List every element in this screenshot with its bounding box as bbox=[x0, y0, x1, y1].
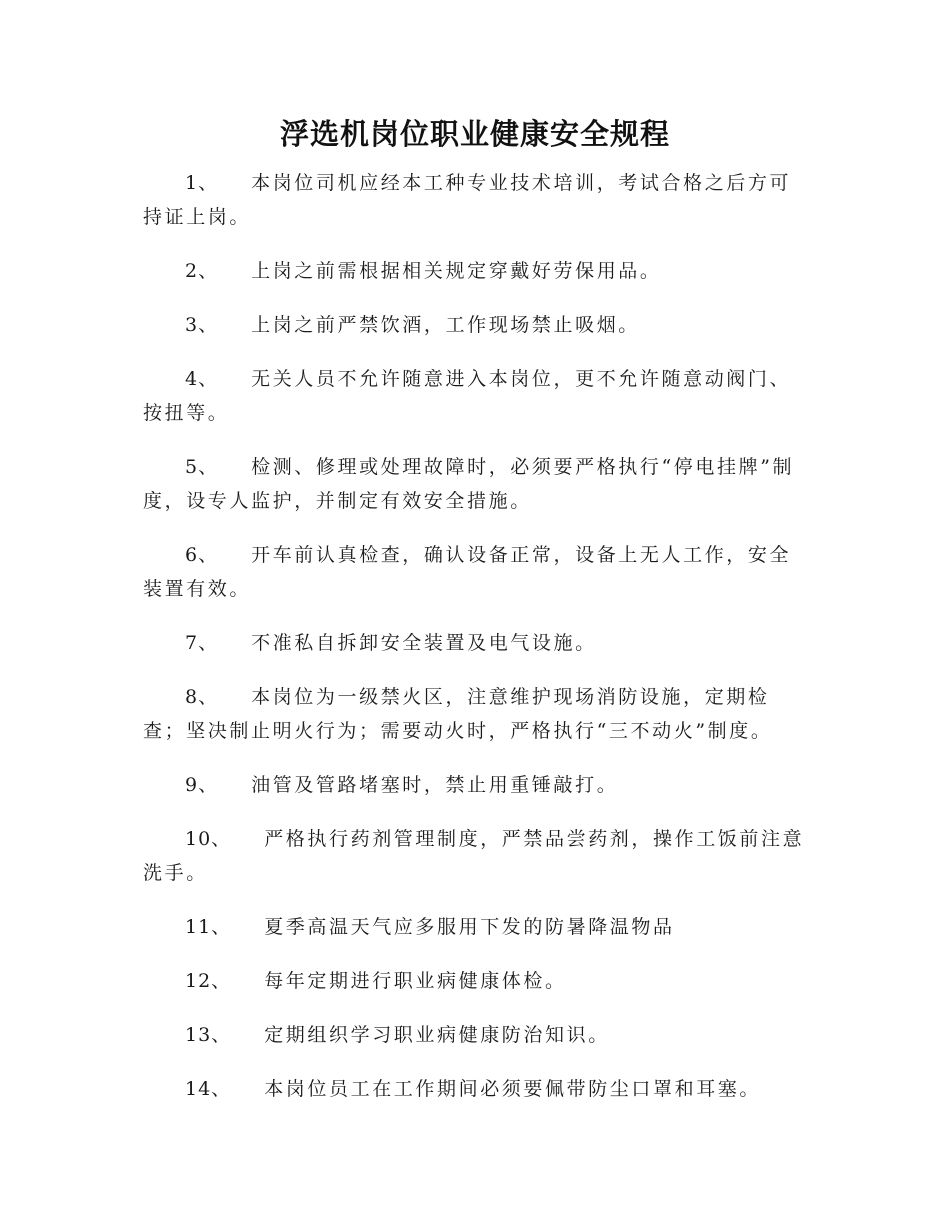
rule-text: 检测、修理或处理故障时，必须要严格执行“停电挂牌”制度，设专人监护，并制定有效安全措施。 bbox=[143, 456, 795, 512]
rule-number: 10、 bbox=[185, 828, 232, 850]
rule-item-1 bbox=[143, 166, 807, 234]
rule-number: 14、 bbox=[185, 1078, 232, 1100]
rule-number: 8、 bbox=[185, 686, 219, 708]
rule-item-5 bbox=[143, 450, 807, 518]
rule-number: 9、 bbox=[185, 774, 219, 796]
rule-item-8 bbox=[143, 680, 807, 748]
rule-text: 每年定期进行职业病健康体检。 bbox=[264, 970, 567, 992]
rule-item-2 bbox=[143, 254, 807, 288]
rule-text: 开车前认真检查，确认设备正常，设备上无人工作，安全装置有效。 bbox=[143, 544, 792, 600]
rule-item-12 bbox=[143, 964, 807, 998]
rule-number: 4、 bbox=[185, 368, 219, 390]
rule-text: 油管及管路堵塞时，禁止用重锤敲打。 bbox=[251, 774, 619, 796]
rule-number: 13、 bbox=[185, 1024, 232, 1046]
rule-text: 无关人员不允许随意进入本岗位，更不允许随意动阀门、按扭等。 bbox=[143, 368, 792, 424]
rule-text: 不准私自拆卸安全装置及电气设施。 bbox=[251, 632, 597, 654]
rule-number: 2、 bbox=[185, 260, 219, 282]
rules-list bbox=[143, 166, 807, 1126]
rule-number: 6、 bbox=[185, 544, 219, 566]
rule-item-6 bbox=[143, 538, 807, 606]
rule-item-9 bbox=[143, 768, 807, 802]
rule-item-10 bbox=[143, 822, 807, 890]
rule-number: 3、 bbox=[185, 314, 219, 336]
rule-number: 5、 bbox=[185, 456, 219, 478]
rule-text: 夏季高温天气应多服用下发的防暑降温物品 bbox=[264, 916, 675, 938]
rule-number: 7、 bbox=[185, 632, 219, 654]
rule-text: 本岗位员工在工作期间必须要佩带防尘口罩和耳塞。 bbox=[264, 1078, 761, 1100]
rule-item-7 bbox=[143, 626, 807, 660]
rule-number: 1、 bbox=[185, 172, 219, 194]
rule-number: 12、 bbox=[185, 970, 232, 992]
rule-item-13 bbox=[143, 1018, 807, 1052]
rule-item-11 bbox=[143, 910, 807, 944]
rule-item-4 bbox=[143, 362, 807, 430]
rule-text: 上岗之前严禁饮酒，工作现场禁止吸烟。 bbox=[251, 314, 640, 336]
rule-text: 本岗位为一级禁火区，注意维护现场消防设施，定期检查；坚决制止明火行为；需要动火时，严格执行“三不动火”制度。 bbox=[143, 686, 773, 742]
rule-text: 严格执行药剂管理制度，严禁品尝药剂，操作工饭前注意洗手。 bbox=[143, 828, 805, 884]
rule-number: 11、 bbox=[185, 916, 232, 938]
rule-item-3 bbox=[143, 308, 807, 342]
rule-text: 本岗位司机应经本工种专业技术培训，考试合格之后方可持证上岗。 bbox=[143, 172, 792, 228]
rule-text: 定期组织学习职业病健康防治知识。 bbox=[264, 1024, 610, 1046]
document-title: 浮选机岗位职业健康安全规程 bbox=[279, 117, 670, 151]
rule-item-14 bbox=[143, 1072, 807, 1106]
rule-text: 上岗之前需根据相关规定穿戴好劳保用品。 bbox=[251, 260, 662, 282]
